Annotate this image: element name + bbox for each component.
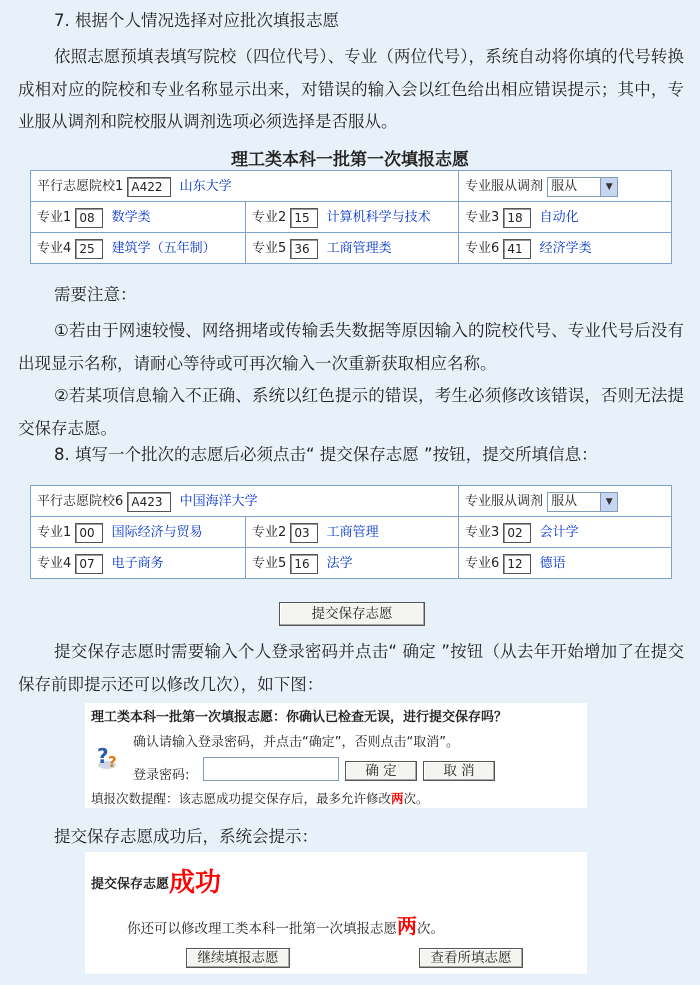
confirm-dialog: [85, 703, 587, 808]
major-name: 经济学类: [539, 241, 592, 257]
confirm-cancel-button[interactable]: 取 消: [423, 761, 495, 781]
question-icon: [95, 743, 123, 771]
chevron-down-icon: ▼: [600, 493, 617, 511]
major-code-input[interactable]: 15: [290, 208, 318, 228]
notes-heading: 需要注意：: [54, 285, 137, 304]
form1-major-5: [246, 233, 459, 264]
form1-major-row-2: [31, 233, 672, 264]
form2-major-1: [31, 517, 246, 548]
form2-major-6: [459, 548, 672, 579]
form1-major-1: [31, 202, 246, 233]
major-name: 会计学: [539, 525, 579, 541]
reminder-prefix: 填报次数提醒：该志愿成功提交保存后，最多允许修改: [91, 791, 392, 806]
form1-major-4: [31, 233, 246, 264]
confirm-ok-button[interactable]: 确 定: [345, 761, 417, 781]
form1-adjust-select[interactable]: [547, 177, 618, 197]
form2-major-4: [31, 548, 246, 579]
form1-adjust-label: 专业服从调剂: [465, 179, 544, 195]
major-code-input[interactable]: 00: [75, 523, 103, 543]
submit-paragraph: 提交保存志愿时需要输入个人登录密码并点击“ 确定 ”按钮（从去年开始增加了在提交保存前即提示还可以修改几次），如下图：: [18, 642, 684, 694]
form2-school-label: 平行志愿院校6: [37, 494, 124, 510]
item7-title: 7. 根据个人情况选择对应批次填报志愿: [54, 11, 339, 30]
major-name: 工商管理类: [326, 241, 392, 257]
major-name: 工商管理: [326, 525, 379, 541]
form2-major-row-1: [31, 517, 672, 548]
major-label: 专业3: [465, 525, 500, 541]
major-label: 专业5: [252, 556, 287, 572]
form2-adjust-label: 专业服从调剂: [465, 494, 544, 510]
chevron-down-icon: ▼: [600, 178, 617, 196]
major-label: 专业3: [465, 210, 500, 226]
success-message-count: 两: [397, 914, 417, 938]
form2-major-2: [246, 517, 459, 548]
view-filled-button[interactable]: 查看所填志愿: [419, 948, 523, 968]
password-label: 登录密码:: [133, 768, 190, 783]
form2-major-3: [459, 517, 672, 548]
form1-table: [30, 170, 672, 264]
success-title-highlight: 成功: [169, 868, 222, 898]
form2-school-cell: [31, 486, 459, 517]
form1-school-label: 平行志愿院校1: [37, 179, 124, 195]
success-paragraph: 提交保存志愿成功后，系统会提示：: [54, 827, 318, 846]
major-label: 专业6: [465, 556, 500, 572]
form2-adjust-cell: [459, 486, 672, 517]
major-label: 专业4: [37, 556, 72, 572]
form2-adjust-value: 服从: [551, 493, 578, 509]
success-message-suffix: 次。: [417, 921, 444, 937]
major-code-input[interactable]: 36: [290, 239, 318, 259]
form2-school-code-input[interactable]: A423: [127, 492, 171, 512]
success-dialog: [85, 852, 587, 974]
reminder-count: 两: [391, 791, 404, 806]
major-label: 专业2: [252, 210, 287, 226]
major-code-input[interactable]: 03: [290, 523, 318, 543]
reminder-text: [91, 789, 429, 807]
item8-title: 8. 填写一个批次的志愿后必须点击“ 提交保存志愿 ”按钮，提交所填信息：: [54, 445, 598, 464]
form2-school-row: [31, 486, 672, 517]
form1-school-cell: [31, 171, 459, 202]
form1-major-2: [246, 202, 459, 233]
confirm-dialog-title: 理工类本科一批第一次填报志愿：你确认已检查无误，进行提交保存吗？: [91, 710, 508, 725]
success-message: [127, 910, 444, 939]
form1-major-6: [459, 233, 672, 264]
major-name: 计算机科学与技术: [326, 210, 431, 226]
major-label: 专业5: [252, 241, 287, 257]
major-name: 德语: [539, 556, 566, 572]
password-input[interactable]: [203, 757, 339, 781]
form1-school-row: [31, 171, 672, 202]
success-title-prefix: 提交保存志愿: [91, 877, 170, 892]
major-label: 专业1: [37, 210, 72, 226]
major-label: 专业1: [37, 525, 72, 541]
major-code-input[interactable]: 12: [503, 554, 531, 574]
major-name: 数学类: [111, 210, 151, 226]
form2-major-row-2: [31, 548, 672, 579]
major-code-input[interactable]: 25: [75, 239, 103, 259]
success-title: [91, 862, 221, 899]
form2-adjust-select[interactable]: [547, 492, 618, 512]
form1-major-row-1: [31, 202, 672, 233]
major-code-input[interactable]: 18: [503, 208, 531, 228]
form1-title: 理工类本科一批第一次填报志愿: [231, 150, 469, 170]
form2-table: [30, 485, 672, 579]
confirm-instruction: 确认请输入登录密码，并点击“确定”，否则点击“取消”。: [133, 735, 459, 750]
major-code-input[interactable]: 08: [75, 208, 103, 228]
success-message-prefix: 你还可以修改理工类本科一批第一次填报志愿: [127, 921, 397, 937]
major-name: 电子商务: [111, 556, 164, 572]
note-1: ①若由于网速较慢、网络拥堵或传输丢失数据等原因输入的院校代号、专业代号后没有出现显示名称，请耐心等待或可再次输入一次重新获取相应名称。: [18, 321, 684, 373]
note-2: ②若某项信息输入不正确、系统以红色提示的错误，考生必须修改该错误，否则无法提交保存志愿。: [18, 386, 684, 438]
form1-school-code-input[interactable]: A422: [127, 177, 171, 197]
svg-text:?: ?: [108, 753, 117, 771]
item7-paragraph: 依照志愿预填表填写院校（四位代号）、专业（两位代号），系统自动将你填的代号转换成相对应的院校和专业名称显示出来，对错误的输入会以红色给出相应错误提示；其中，专业服从调剂和院校服从调剂选项必须选择是否服从。: [18, 47, 684, 131]
major-code-input[interactable]: 41: [503, 239, 531, 259]
major-name: 建筑学（五年制）: [111, 241, 216, 257]
major-label: 专业4: [37, 241, 72, 257]
major-name: 自动化: [539, 210, 579, 226]
major-code-input[interactable]: 07: [75, 554, 103, 574]
form1-school-name: 山东大学: [179, 179, 232, 195]
major-code-input[interactable]: 16: [290, 554, 318, 574]
major-code-input[interactable]: 02: [503, 523, 531, 543]
continue-filling-button[interactable]: 继续填报志愿: [186, 948, 290, 968]
form2-major-5: [246, 548, 459, 579]
reminder-suffix: 次。: [403, 791, 429, 806]
major-name: 国际经济与贸易: [111, 525, 203, 541]
form1-adjust-cell: [459, 171, 672, 202]
major-label: 专业6: [465, 241, 500, 257]
form1-major-3: [459, 202, 672, 233]
svg-text:?: ?: [97, 744, 109, 768]
major-name: 法学: [326, 556, 353, 572]
form1-adjust-value: 服从: [551, 178, 578, 194]
major-label: 专业2: [252, 525, 287, 541]
form2-school-name: 中国海洋大学: [179, 494, 258, 510]
submit-save-button[interactable]: 提交保存志愿: [279, 602, 425, 626]
